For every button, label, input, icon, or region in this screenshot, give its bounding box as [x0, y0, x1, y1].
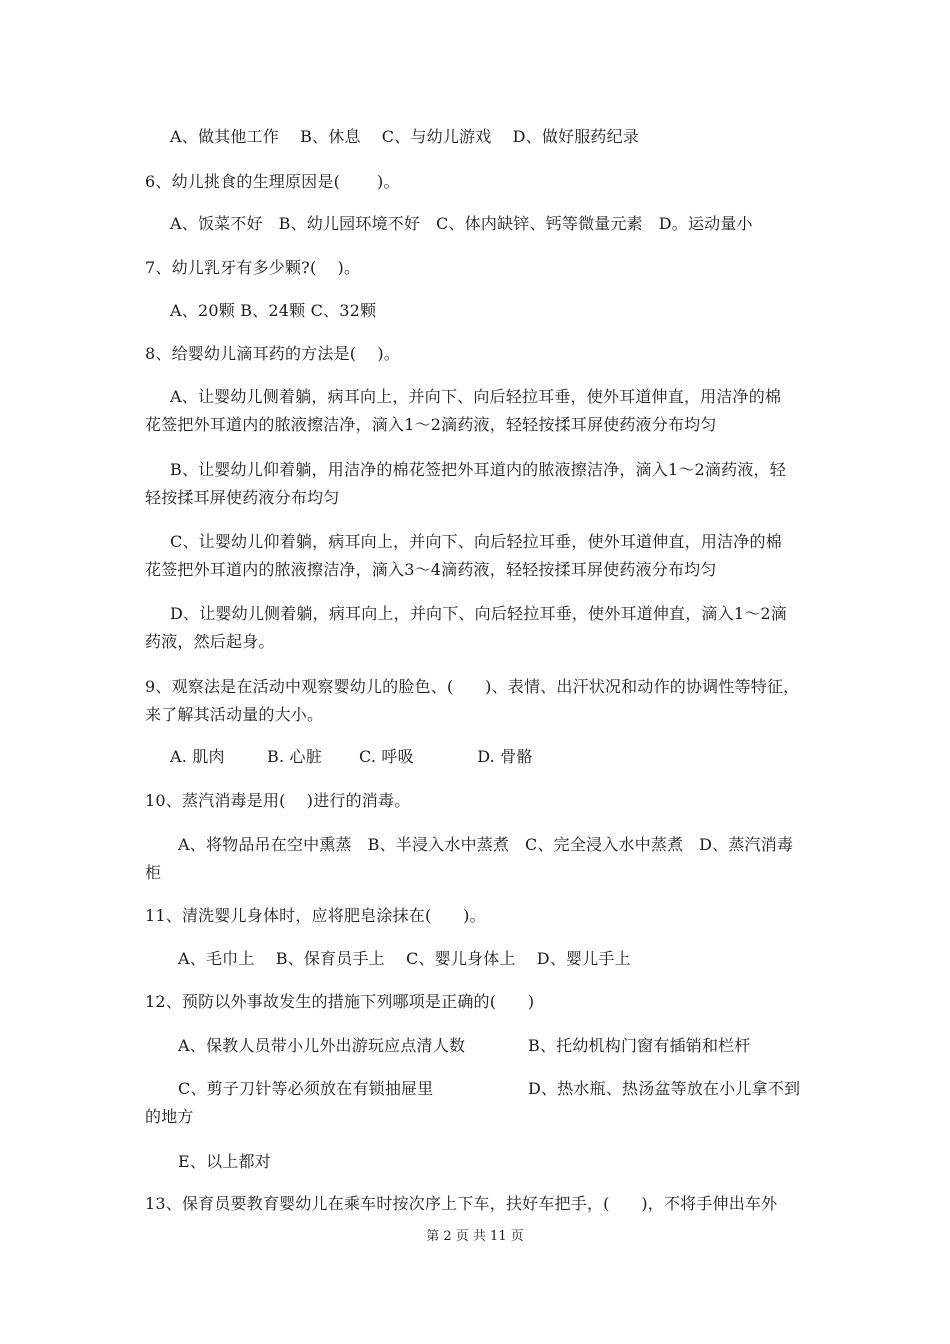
q8-option-b-line2: 轻按揉耳屏使药液分布均匀	[145, 488, 340, 507]
q10-options-line1: A、将物品吊在空中熏蒸 B、半浸入水中蒸煮 C、完全浸入水中蒸煮 D、蒸汽消毒	[178, 835, 794, 854]
page-footer: 第 2 页 共 11 页	[426, 1229, 524, 1244]
q8-option-b-line1: B、让婴幼儿仰着躺，用洁净的棉花签把外耳道内的脓液擦洁净，滴入1～2滴药液，轻	[170, 460, 786, 479]
q12-option-c: C、剪子刀针等必须放在有锁抽屉里	[178, 1079, 434, 1098]
q6-stem: 6、幼儿挑食的生理原因是( )。	[145, 172, 400, 191]
q7-options: A、20颗 B、24颗 C、32颗	[170, 301, 377, 320]
q8-stem: 8、给婴幼儿滴耳药的方法是( )。	[145, 344, 401, 363]
q8-option-c-line1: C、让婴幼儿仰着躺，病耳向上，并向下、向后轻拉耳垂，使外耳道伸直，用洁净的棉	[170, 532, 782, 551]
q12-stem: 12、预防以外事故发生的措施下列哪项是正确的( )	[145, 992, 535, 1011]
q11-stem: 11、清洗婴儿身体时，应将肥皂涂抹在( )。	[145, 906, 486, 925]
q12-option-b: B、托幼机构门窗有插销和栏杆	[528, 1036, 751, 1055]
q7-stem: 7、幼儿乳牙有多少颗?( )。	[145, 258, 361, 277]
q10-stem: 10、蒸汽消毒是用( )进行的消毒。	[145, 791, 411, 810]
q5-options: A、做其他工作 B、休息 C、与幼儿游戏 D、做好服药纪录	[170, 127, 640, 146]
q6-options: A、饭菜不好 B、幼儿园环境不好 C、体内缺锌、钙等微量元素 D。运动量小	[170, 214, 753, 233]
q8-option-c-line2: 花签把外耳道内的脓液擦洁净，滴入3～4滴药液，轻轻按揉耳屏使药液分布均匀	[145, 560, 717, 579]
q8-option-d-line2: 药液，然后起身。	[145, 632, 275, 651]
q8-option-a-line1: A、让婴幼儿侧着躺，病耳向上，并向下、向后轻拉耳垂，使外耳道伸直，用洁净的棉	[170, 387, 782, 406]
q12-option-d-line1: D、热水瓶、热汤盆等放在小儿拿不到	[528, 1079, 801, 1098]
q13-stem: 13、保育员要教育婴幼儿在乘车时按次序上下车，扶好车把手，( )，不将手伸出车外	[145, 1194, 778, 1213]
q9-options: A. 肌肉 B. 心脏 C. 呼吸 D. 骨骼	[170, 747, 533, 766]
q12-option-e: E、以上都对	[178, 1152, 271, 1171]
q11-options: A、毛巾上 B、保育员手上 C、婴儿身体上 D、婴儿手上	[178, 949, 631, 968]
q10-options-line2: 柜	[145, 863, 162, 882]
q12-option-a: A、保教人员带小儿外出游玩应点清人数	[178, 1036, 466, 1055]
q12-option-d-line2: 的地方	[145, 1107, 194, 1126]
q9-stem-line2: 来了解其活动量的大小。	[145, 705, 324, 724]
q9-stem-line1: 9、观察法是在活动中观察婴幼儿的脸色、( )、表情、出汗状况和动作的协调性等特征，	[145, 677, 800, 696]
q8-option-a-line2: 花签把外耳道内的脓液擦洁净，滴入1～2滴药液，轻轻按揉耳屏使药液分布均匀	[145, 415, 717, 434]
q8-option-d-line1: D、让婴幼儿侧着躺，病耳向上，并向下、向后轻拉耳垂，使外耳道伸直，滴入1～2滴	[170, 604, 787, 623]
